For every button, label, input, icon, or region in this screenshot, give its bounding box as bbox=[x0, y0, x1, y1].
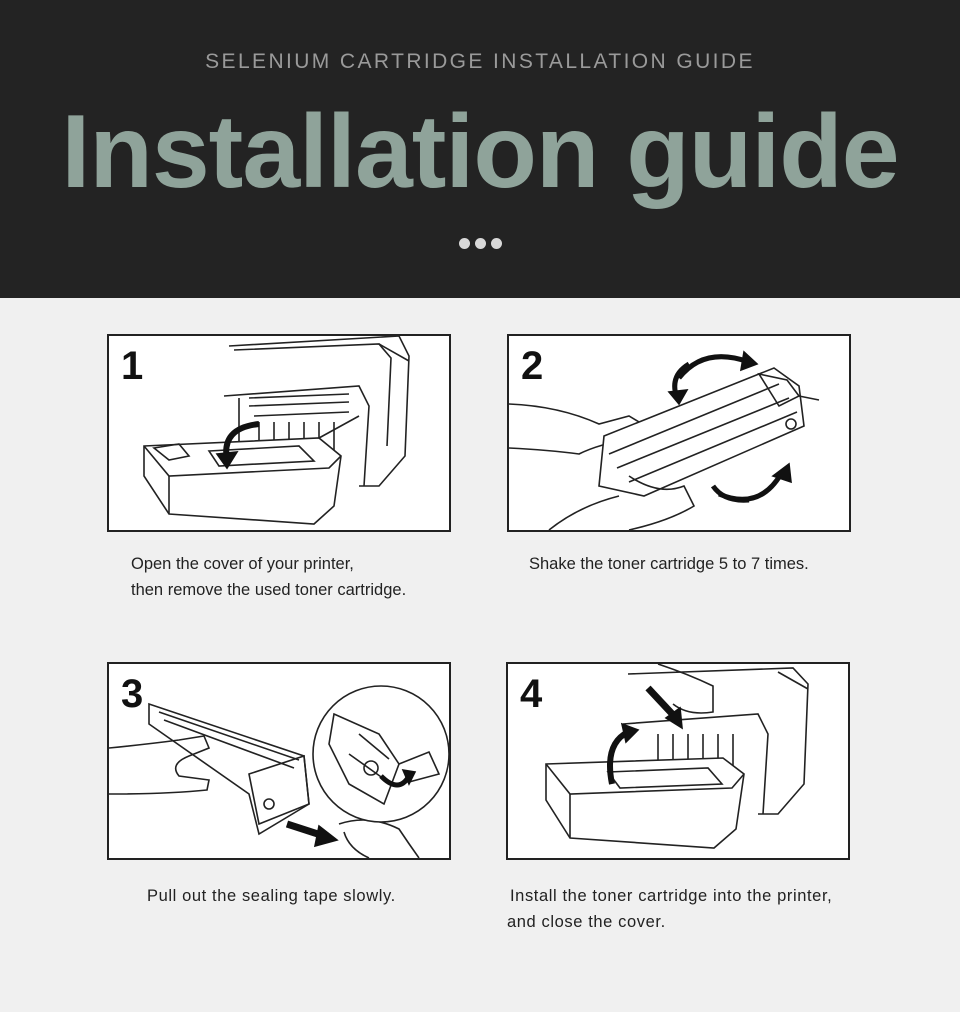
step-number: 3 bbox=[121, 672, 144, 716]
dot bbox=[475, 238, 486, 249]
step-2-panel bbox=[507, 334, 851, 532]
step-number: 1 bbox=[121, 344, 144, 388]
page-title: Installation guide bbox=[61, 94, 899, 210]
step-number: 2 bbox=[521, 344, 544, 388]
step-3-caption bbox=[147, 883, 396, 909]
caption-line: then remove the used toner cartridge. bbox=[131, 581, 407, 599]
dot bbox=[459, 238, 470, 249]
header-subtitle: SELENIUM CARTRIDGE INSTALLATION GUIDE bbox=[205, 50, 755, 73]
caption-line: and close the cover. bbox=[507, 913, 666, 931]
step-number: 4 bbox=[520, 672, 543, 716]
step-1-panel bbox=[107, 334, 451, 532]
step-3-panel bbox=[107, 662, 451, 860]
pull-tape-illustration bbox=[109, 664, 449, 858]
step-1-caption bbox=[131, 551, 406, 603]
caption-line: Pull out the sealing tape slowly. bbox=[147, 887, 396, 905]
caption-line: Install the toner cartridge into the printer, bbox=[510, 887, 833, 905]
shake-cartridge-illustration bbox=[509, 336, 849, 530]
printer-open-illustration bbox=[109, 336, 449, 530]
caption-line: Shake the toner cartridge 5 to 7 times. bbox=[529, 555, 809, 573]
step-4-panel bbox=[506, 662, 850, 860]
install-cartridge-illustration bbox=[508, 664, 848, 858]
step-2-caption bbox=[529, 551, 809, 577]
step-4-caption bbox=[507, 883, 832, 935]
dot bbox=[491, 238, 502, 249]
header-banner bbox=[0, 0, 960, 298]
caption-line: Open the cover of your printer, bbox=[131, 555, 354, 573]
dots-ornament bbox=[0, 238, 960, 249]
